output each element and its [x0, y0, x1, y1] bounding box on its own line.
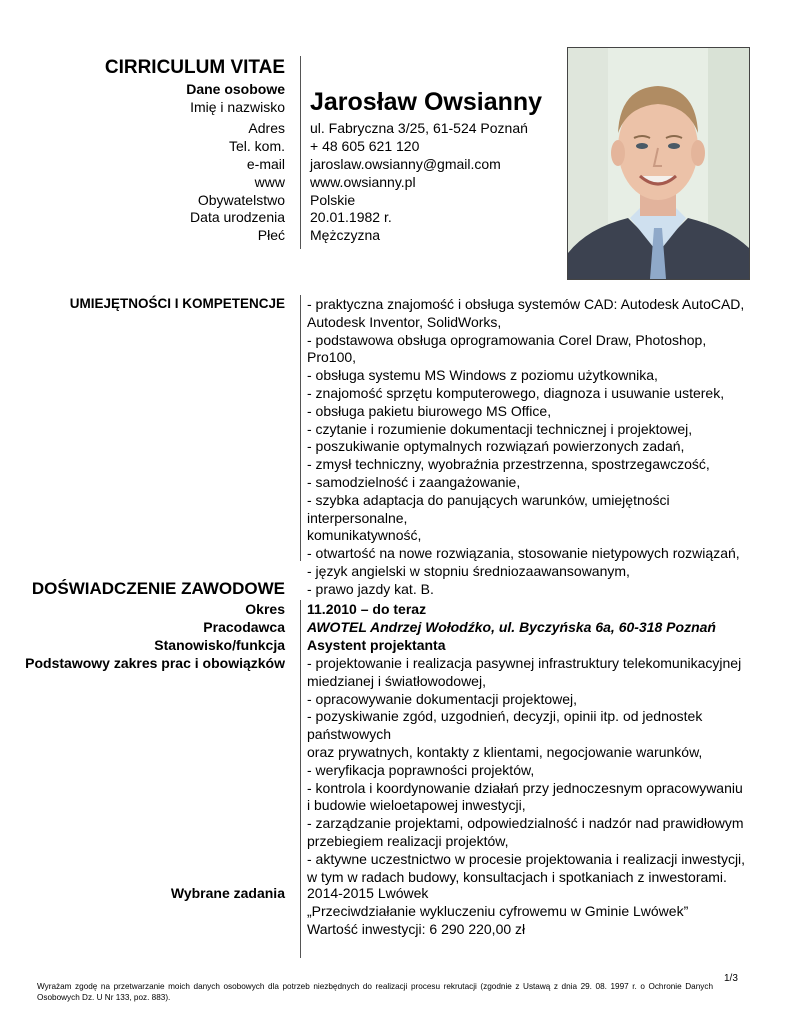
experience-heading: DOŚWIADCZENIE ZAWODOWE [31, 579, 285, 598]
list-item: komunikatywność, [307, 527, 422, 544]
gender-value: Mężczyzna [310, 227, 381, 243]
personal-section-title: Dane osobowe [186, 81, 285, 97]
birthdate-label: Data urodzenia [190, 209, 285, 225]
list-item: w tym w radach budowy, konsultacjach i spotkaniach z inwestorami. [307, 868, 727, 885]
list-item: Wartość inwestycji: 6 290 220,00 zł [307, 920, 526, 937]
list-item: 2014-2015 Lwówek [307, 885, 429, 901]
list-item: - podstawowa obsługa oprogramowania Corel Draw, Photoshop, Pro100, [307, 331, 707, 366]
list-item: - pozyskiwanie zgód, uzgodnień, decyzji, opinii itp. od jednostek państwowych [307, 708, 703, 743]
list-item: oraz prywatnych, kontakty z klientami, negocjowanie warunków, [307, 743, 703, 760]
list-item: - obsługa pakietu biurowego MS Office, [307, 402, 552, 419]
period-label: Okres [245, 601, 285, 617]
list-item: - otwartość na nowe rozwiązania, stosowanie nietypowych rozwiązań, [307, 545, 740, 562]
list-item: miedzianej i światłowodowej, [307, 672, 486, 689]
address-label: Adres [248, 120, 285, 136]
citizenship-value: Polskie [310, 192, 356, 208]
gender-label: Płeć [257, 227, 285, 243]
list-item: - projektowanie i realizacja pasywnej infrastruktury telekomunikacyjnej [307, 655, 742, 671]
employer-value: AWOTEL Andrzej Wołodźko, ul. Byczyńska 6a, 60-318 Poznań [307, 619, 716, 635]
www-label: www [254, 174, 285, 190]
name-label: Imię i nazwisko [190, 99, 285, 115]
skills-list [307, 296, 757, 599]
phone-label: Tel. kom. [228, 138, 285, 154]
citizenship-label: Obywatelstwo [197, 192, 285, 208]
list-item: - aktywne uczestnictwo w procesie projektowania i realizacji inwestycji, [307, 850, 746, 867]
list-item: - zarządzanie projektami, odpowiedzialność i nadzór nad prawidłowym [307, 815, 744, 832]
list-item: - opracowywanie dokumentacji projektowej, [307, 690, 578, 707]
portrait-image [568, 48, 749, 279]
separator-line-skills [300, 295, 301, 561]
phone-value: + 48 605 621 120 [310, 138, 420, 154]
list-item: - zmysł techniczny, wyobraźnia przestrzenna, spostrzegawczość, [307, 456, 710, 473]
list-item: - weryfikacja poprawności projektów, [307, 761, 535, 778]
list-item: przebiegiem realizacji projektów, [307, 832, 509, 849]
list-item: - znajomość sprzętu komputerowego, diagnoza i usuwanie usterek, [307, 384, 725, 401]
list-item: „Przeciwdziałanie wykluczeniu cyfrowemu w Gminie Lwówek” [307, 902, 689, 919]
email-value[interactable]: jaroslaw.owsianny@gmail.com [310, 156, 501, 172]
list-item: - język angielski w stopniu średniozaawansowanym, [307, 562, 630, 579]
profile-photo [567, 47, 750, 280]
skills-heading: UMIEJĘTNOŚCI I KOMPETENCJE [69, 296, 285, 311]
www-value[interactable]: www.owsianny.pl [310, 174, 416, 190]
position-label: Stanowisko/funkcja [154, 637, 285, 653]
employer-label: Pracodawca [203, 619, 285, 635]
cv-title: CIRRICULUM VITAE [104, 57, 285, 78]
list-item: - samodzielność i zaangażowanie, [307, 473, 521, 490]
list-item: Autodesk Inventor, SolidWorks, [307, 313, 502, 330]
duties-list [307, 655, 757, 886]
list-item: - praktyczna znajomość i obsługa systemów CAD: Autodesk AutoCAD, [307, 296, 745, 312]
duties-label: Podstawowy zakres prac i obowiązków [25, 655, 285, 671]
person-name: Jarosław Owsianny [310, 88, 543, 116]
position-value: Asystent projektanta [307, 637, 446, 653]
tasks-label: Wybrane zadania [170, 885, 285, 901]
list-item: - czytanie i rozumienie dokumentacji technicznej i projektowej, [307, 420, 693, 437]
period-value: 11.2010 – do teraz [307, 601, 427, 617]
list-item: i budowie wieloetapowej inwestycji, [307, 797, 526, 814]
email-label: e-mail [246, 156, 285, 172]
separator-line-personal [300, 56, 301, 249]
page-number: 1/3 [724, 973, 738, 984]
list-item: - prawo jazdy kat. B. [307, 580, 434, 597]
address-value: ul. Fabryczna 3/25, 61-524 Poznań [310, 120, 528, 136]
consent-clause: Wyrażam zgodę na przetwarzanie moich danych osobowych dla potrzeb niezbędnych do realizacji procesu rekrutacji (zgodnie z Ustawą z dnia 29. 08. 1997 r. o Ochronie Danych Osobowych Dz. U Nr 133, poz. 883). [37, 982, 713, 1002]
tasks-list [307, 885, 757, 938]
list-item: - kontrola i koordynowanie działań przy jednoczesnym opracowywaniu [307, 779, 743, 796]
list-item: - poszukiwanie optymalnych rozwiązań powierzonych zadań, [307, 438, 685, 455]
birthdate-value: 20.01.1982 r. [310, 209, 392, 225]
list-item: - obsługa systemu MS Windows z poziomu użytkownika, [307, 367, 658, 384]
list-item: - szybka adaptacja do panujących warunków, umiejętności interpersonalne, [307, 491, 670, 526]
separator-line-experience [300, 600, 301, 958]
